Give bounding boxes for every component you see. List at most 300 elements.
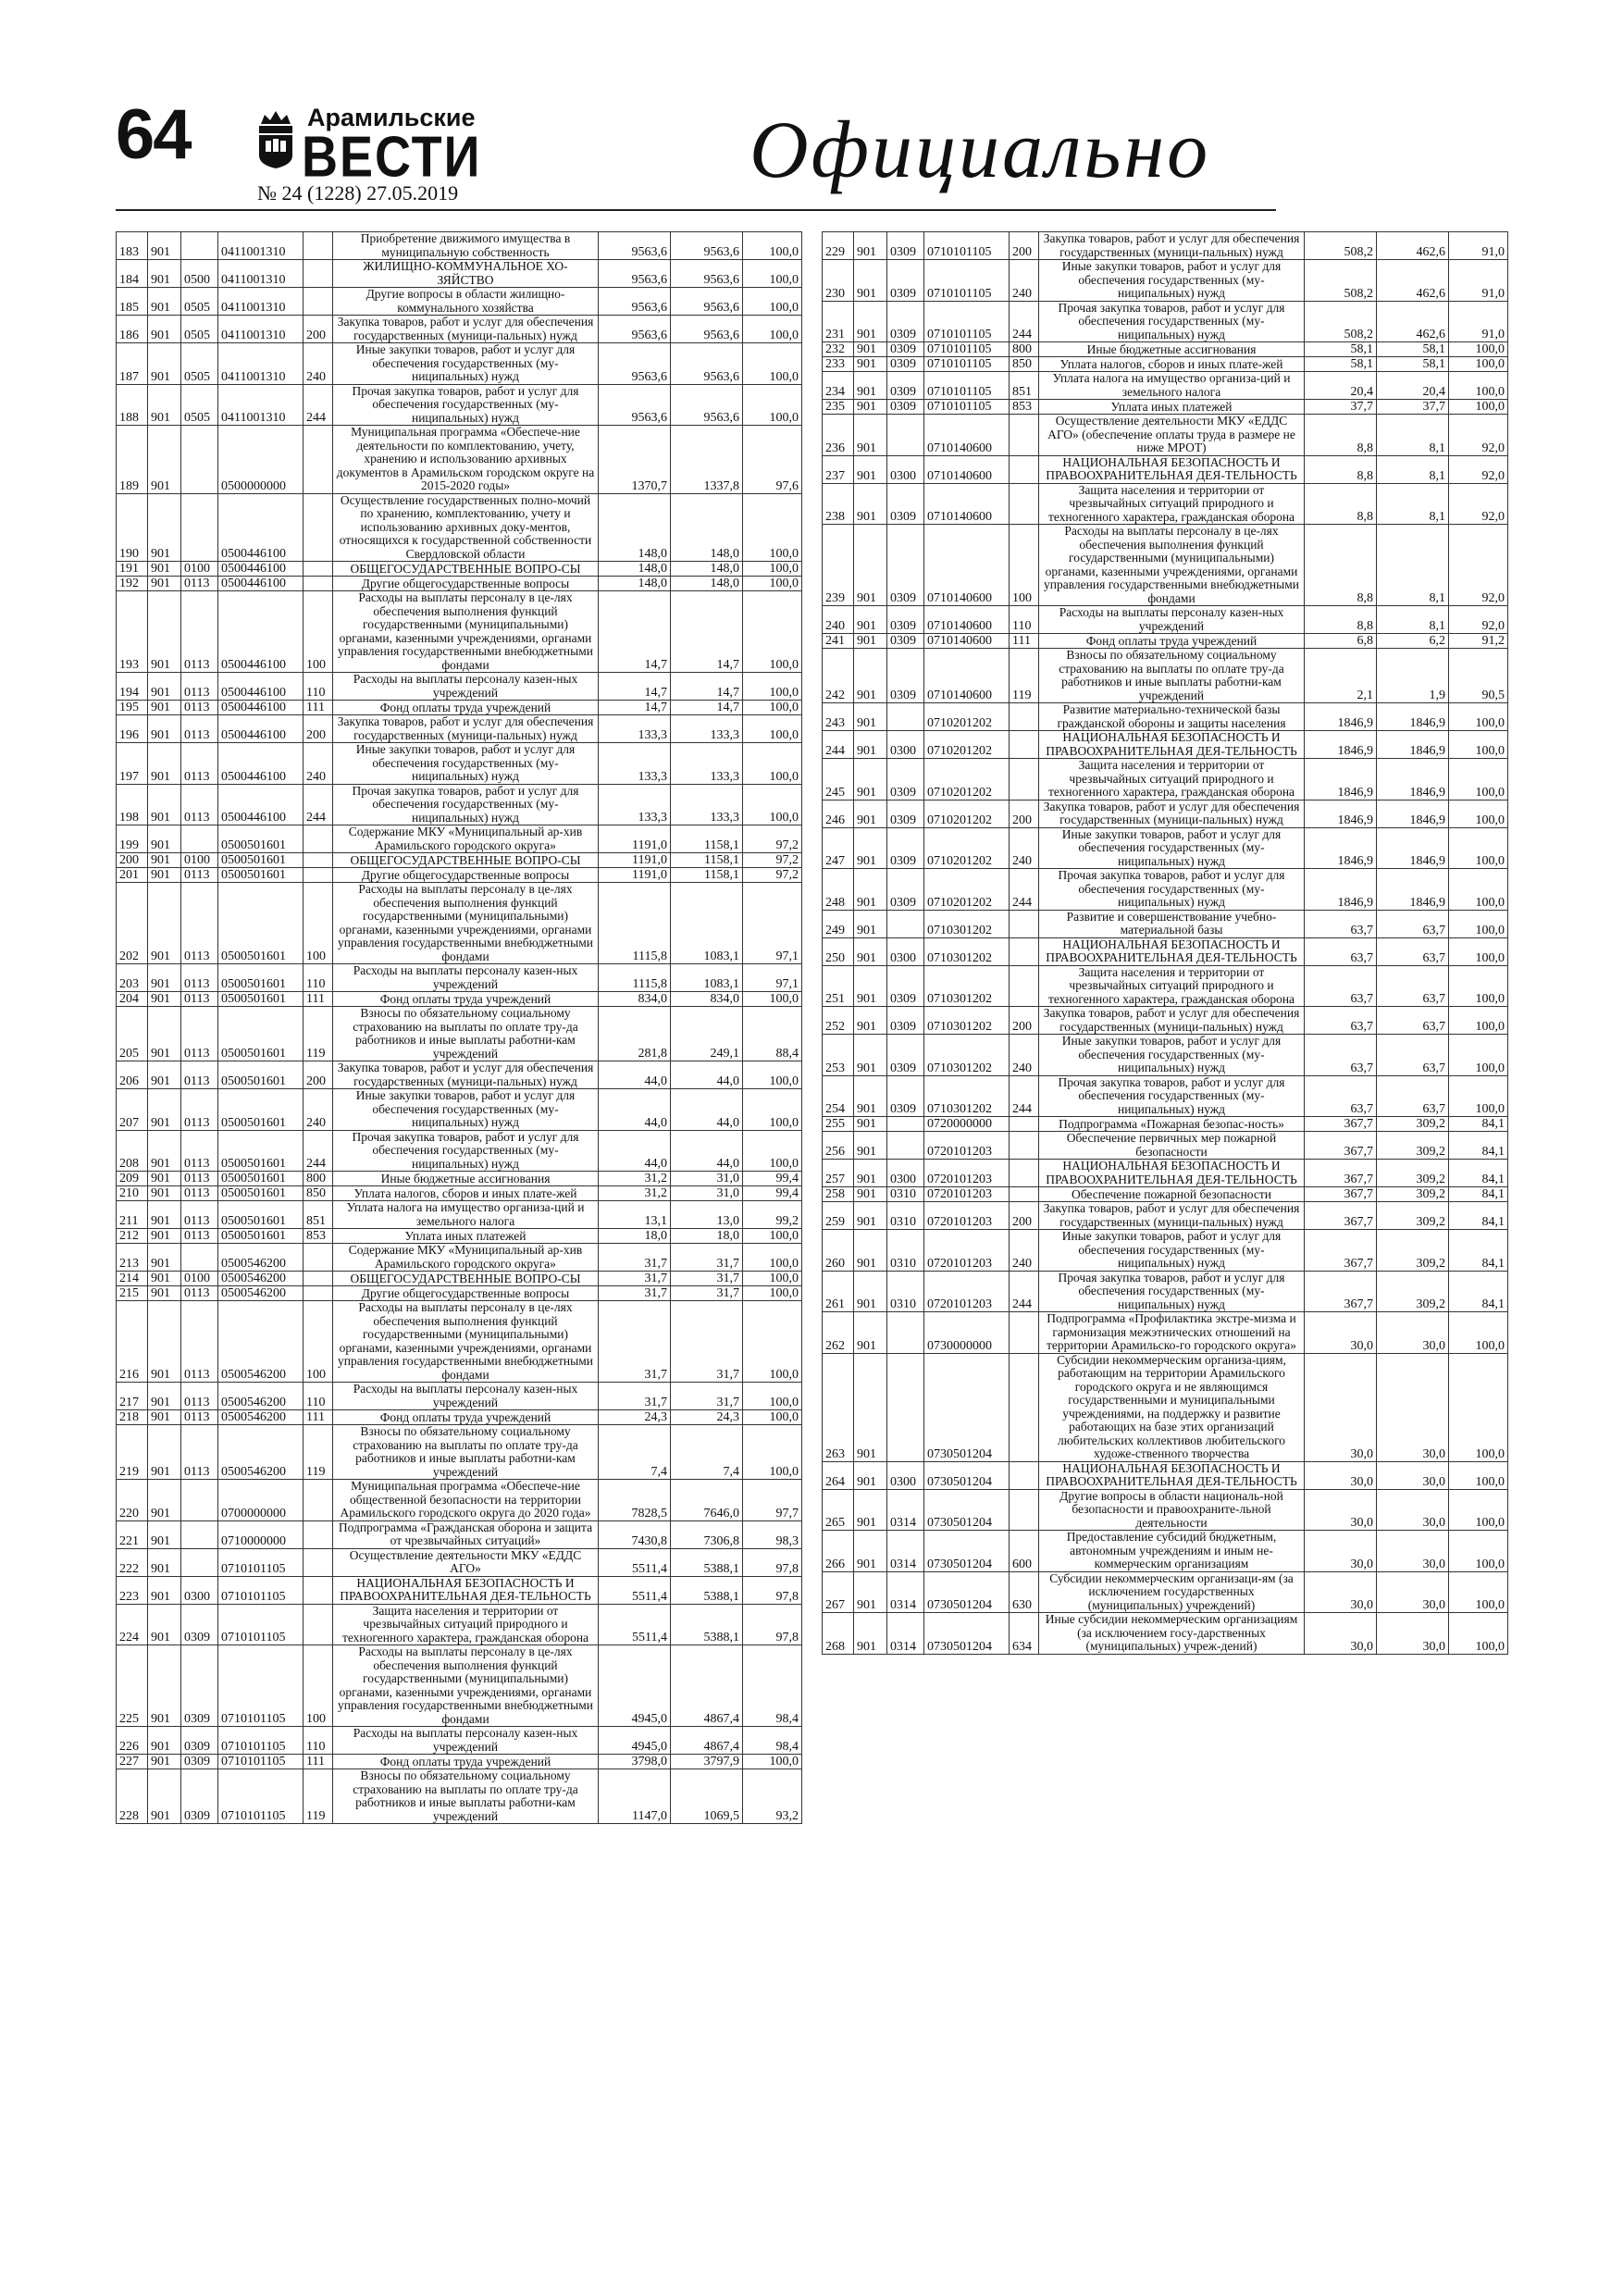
percent-cell: 98,4 — [743, 1645, 802, 1727]
target-article-cell: 0720101203 — [924, 1160, 1010, 1187]
expense-type-cell: 110 — [304, 1383, 333, 1410]
section-code-cell: 0113 — [181, 743, 218, 785]
row-number-cell: 187 — [117, 343, 148, 385]
expense-type-cell: 110 — [304, 673, 333, 701]
item-name-cell: Прочая закупка товаров, работ и услуг для обеспечения государственных (му-ниципальных) нужд — [1039, 301, 1305, 342]
admin-code-cell: 901 — [148, 715, 181, 743]
planned-amount-cell: 7828,5 — [599, 1480, 671, 1521]
executed-amount-cell: 1846,9 — [1377, 703, 1449, 731]
planned-amount-cell: 367,7 — [1305, 1132, 1377, 1160]
executed-amount-cell: 133,3 — [671, 715, 743, 743]
item-name-cell: Расходы на выплаты персоналу в це-лях обеспечения выполнения функций государственными (муниципальными) органами, казенными учреждениями, органами управления государственными внебюджетными фондами — [333, 591, 599, 673]
table-row — [117, 1229, 802, 1244]
admin-code-cell: 901 — [854, 483, 887, 525]
item-name-cell: НАЦИОНАЛЬНАЯ БЕЗОПАСНОСТЬ И ПРАВООХРАНИТЕЛЬНАЯ ДЕЯ-ТЕЛЬНОСТЬ — [1039, 455, 1305, 483]
executed-amount-cell: 8,1 — [1377, 606, 1449, 634]
admin-code-cell: 901 — [854, 1461, 887, 1489]
section-code-cell: 0113 — [181, 1061, 218, 1089]
row-number-cell: 250 — [823, 937, 854, 965]
admin-code-cell: 901 — [148, 577, 181, 591]
planned-amount-cell: 4945,0 — [599, 1727, 671, 1755]
target-article-cell: 0710140600 — [924, 455, 1010, 483]
expense-type-cell: 200 — [1010, 800, 1039, 827]
planned-amount-cell: 9563,6 — [599, 316, 671, 343]
section-code-cell: 0113 — [181, 1286, 218, 1301]
planned-amount-cell: 31,7 — [599, 1301, 671, 1383]
target-article-cell: 0500546200 — [218, 1383, 304, 1410]
table-row — [823, 400, 1508, 415]
expense-type-cell: 853 — [304, 1229, 333, 1244]
percent-cell: 100,0 — [743, 343, 802, 385]
admin-code-cell: 901 — [854, 759, 887, 800]
section-code-cell: 0113 — [181, 1410, 218, 1425]
target-article-cell: 0710101105 — [218, 1769, 304, 1824]
executed-amount-cell: 249,1 — [671, 1007, 743, 1061]
expense-type-cell: 100 — [304, 1301, 333, 1383]
section-code-cell: 0309 — [887, 800, 924, 827]
admin-code-cell: 901 — [854, 1007, 887, 1035]
table-row — [117, 1645, 802, 1727]
percent-cell: 100,0 — [1449, 800, 1508, 827]
planned-amount-cell: 30,0 — [1305, 1489, 1377, 1531]
admin-code-cell: 901 — [148, 1201, 181, 1229]
target-article-cell: 0730501204 — [924, 1461, 1010, 1489]
row-number-cell: 243 — [823, 703, 854, 731]
item-name-cell: Взносы по обязательному социальному страхованию на выплаты по оплате тру-да работников и иные выплаты работни-кам учреждений — [333, 1769, 599, 1824]
table-row — [117, 1604, 802, 1645]
expense-type-cell — [1010, 937, 1039, 965]
expense-type-cell: 111 — [1010, 634, 1039, 649]
section-code-cell: 0309 — [887, 342, 924, 357]
section-code-cell: 0309 — [887, 1075, 924, 1117]
percent-cell: 91,0 — [1449, 232, 1508, 260]
admin-code-cell: 901 — [148, 784, 181, 825]
admin-code-cell: 901 — [148, 868, 181, 883]
admin-code-cell: 901 — [854, 1230, 887, 1272]
percent-cell: 84,1 — [1449, 1187, 1508, 1202]
target-article-cell: 0411001310 — [218, 384, 304, 426]
percent-cell: 100,0 — [743, 232, 802, 260]
admin-code-cell: 901 — [148, 1130, 181, 1172]
planned-amount-cell: 14,7 — [599, 591, 671, 673]
percent-cell: 100,0 — [743, 591, 802, 673]
executed-amount-cell: 9563,6 — [671, 260, 743, 288]
page-number: 64 — [116, 95, 191, 174]
admin-code-cell: 901 — [854, 525, 887, 606]
row-number-cell: 206 — [117, 1061, 148, 1089]
target-article-cell: 0500546200 — [218, 1286, 304, 1301]
percent-cell: 100,0 — [743, 784, 802, 825]
percent-cell: 100,0 — [743, 260, 802, 288]
table-row — [117, 577, 802, 591]
admin-code-cell: 901 — [148, 1007, 181, 1061]
planned-amount-cell: 1191,0 — [599, 825, 671, 853]
target-article-cell: 0500446100 — [218, 591, 304, 673]
planned-amount-cell: 24,3 — [599, 1410, 671, 1425]
table-row — [117, 701, 802, 715]
table-row — [823, 1353, 1508, 1461]
executed-amount-cell: 1083,1 — [671, 883, 743, 964]
expense-type-cell: 851 — [304, 1201, 333, 1229]
section-code-cell — [181, 426, 218, 494]
table-row — [117, 784, 802, 825]
item-name-cell: Иные закупки товаров, работ и услуг для обеспечения государственных (му-ниципальных) нужд — [333, 743, 599, 785]
table-row — [117, 743, 802, 785]
section-code-cell: 0100 — [181, 562, 218, 577]
expense-type-cell: 244 — [1010, 869, 1039, 911]
row-number-cell: 222 — [117, 1548, 148, 1576]
row-number-cell: 231 — [823, 301, 854, 342]
table-row — [117, 1272, 802, 1286]
row-number-cell: 241 — [823, 634, 854, 649]
item-name-cell: НАЦИОНАЛЬНАЯ БЕЗОПАСНОСТЬ И ПРАВООХРАНИТЕЛЬНАЯ ДЕЯ-ТЕЛЬНОСТЬ — [1039, 937, 1305, 965]
item-name-cell: Другие общегосударственные вопросы — [333, 577, 599, 591]
table-row — [823, 869, 1508, 911]
planned-amount-cell: 1115,8 — [599, 964, 671, 992]
planned-amount-cell: 367,7 — [1305, 1202, 1377, 1230]
expense-type-cell: 240 — [1010, 827, 1039, 869]
executed-amount-cell: 30,0 — [1377, 1571, 1449, 1613]
issue-info: № 24 (1228) 27.05.2019 — [257, 181, 459, 205]
planned-amount-cell: 1191,0 — [599, 868, 671, 883]
expense-type-cell — [1010, 1160, 1039, 1187]
item-name-cell: Иные бюджетные ассигнования — [333, 1172, 599, 1186]
target-article-cell: 0710101105 — [218, 1755, 304, 1769]
target-article-cell: 0710000000 — [218, 1520, 304, 1548]
section-code-cell: 0309 — [887, 372, 924, 400]
percent-cell: 84,1 — [1449, 1202, 1508, 1230]
row-number-cell: 202 — [117, 883, 148, 964]
row-number-cell: 193 — [117, 591, 148, 673]
section-code-cell: 0113 — [181, 1186, 218, 1201]
percent-cell: 93,2 — [743, 1769, 802, 1824]
expense-type-cell — [1010, 1461, 1039, 1489]
table-row — [117, 1410, 802, 1425]
planned-amount-cell: 1846,9 — [1305, 827, 1377, 869]
row-number-cell: 236 — [823, 415, 854, 456]
item-name-cell: Иные закупки товаров, работ и услуг для обеспечения государственных (му-ниципальных) нужд — [1039, 1035, 1305, 1076]
expense-type-cell: 244 — [304, 1130, 333, 1172]
section-code-cell: 0113 — [181, 1383, 218, 1410]
planned-amount-cell: 133,3 — [599, 715, 671, 743]
admin-code-cell: 901 — [148, 426, 181, 494]
expense-type-cell: 119 — [1010, 649, 1039, 703]
section-code-cell: 0309 — [887, 483, 924, 525]
table-row — [823, 1202, 1508, 1230]
target-article-cell: 0500446100 — [218, 743, 304, 785]
table-row — [117, 1727, 802, 1755]
planned-amount-cell: 3798,0 — [599, 1755, 671, 1769]
admin-code-cell: 901 — [148, 1520, 181, 1548]
admin-code-cell: 901 — [148, 1425, 181, 1480]
item-name-cell: Иные закупки товаров, работ и услуг для обеспечения государственных (му-ниципальных) нужд — [1039, 1230, 1305, 1272]
row-number-cell: 189 — [117, 426, 148, 494]
executed-amount-cell: 13,0 — [671, 1201, 743, 1229]
section-title: Официально — [750, 105, 1211, 195]
table-row — [823, 1531, 1508, 1572]
target-article-cell: 0720101203 — [924, 1230, 1010, 1272]
item-name-cell: Другие общегосударственные вопросы — [333, 868, 599, 883]
admin-code-cell: 901 — [148, 1755, 181, 1769]
logo-title: ВЕСТИ — [302, 125, 482, 190]
item-name-cell: Расходы на выплаты персоналу казен-ных учреждений — [333, 673, 599, 701]
target-article-cell: 0720000000 — [924, 1117, 1010, 1132]
expense-type-cell: 240 — [1010, 1230, 1039, 1272]
item-name-cell: Расходы на выплаты персоналу казен-ных учреждений — [333, 1727, 599, 1755]
table-row — [823, 372, 1508, 400]
table-row — [117, 853, 802, 868]
section-code-cell: 0309 — [887, 1035, 924, 1076]
target-article-cell: 0710140600 — [924, 606, 1010, 634]
executed-amount-cell: 14,7 — [671, 701, 743, 715]
section-code-cell: 0314 — [887, 1489, 924, 1531]
row-number-cell: 265 — [823, 1489, 854, 1531]
percent-cell: 92,0 — [1449, 525, 1508, 606]
percent-cell: 100,0 — [743, 1286, 802, 1301]
section-code-cell: 0309 — [887, 759, 924, 800]
expense-type-cell — [304, 232, 333, 260]
executed-amount-cell: 8,1 — [1377, 483, 1449, 525]
target-article-cell: 0710101105 — [924, 260, 1010, 302]
admin-code-cell: 901 — [148, 1244, 181, 1272]
planned-amount-cell: 133,3 — [599, 743, 671, 785]
target-article-cell: 0500546200 — [218, 1410, 304, 1425]
target-article-cell: 0710201202 — [924, 703, 1010, 731]
percent-cell: 92,0 — [1449, 415, 1508, 456]
section-code-cell: 0309 — [887, 1007, 924, 1035]
admin-code-cell: 901 — [854, 260, 887, 302]
row-number-cell: 259 — [823, 1202, 854, 1230]
item-name-cell: Уплата иных платежей — [1039, 400, 1305, 415]
row-number-cell: 251 — [823, 965, 854, 1007]
table-row — [117, 260, 802, 288]
section-code-cell: 0309 — [887, 260, 924, 302]
admin-code-cell: 901 — [854, 1531, 887, 1572]
executed-amount-cell: 309,2 — [1377, 1271, 1449, 1312]
expense-type-cell — [1010, 1187, 1039, 1202]
item-name-cell: Расходы на выплаты персоналу в це-лях обеспечения выполнения функций государственными (муниципальными) органами, казенными учреждениями, органами управления государственными внебюджетными фондами — [333, 1301, 599, 1383]
section-code-cell: 0100 — [181, 1272, 218, 1286]
table-row — [117, 343, 802, 385]
planned-amount-cell: 20,4 — [1305, 372, 1377, 400]
expense-type-cell: 240 — [304, 1089, 333, 1131]
item-name-cell: Иные закупки товаров, работ и услуг для обеспечения государственных (му-ниципальных) нужд — [333, 343, 599, 385]
planned-amount-cell: 367,7 — [1305, 1160, 1377, 1187]
executed-amount-cell: 63,7 — [1377, 937, 1449, 965]
admin-code-cell: 901 — [148, 1272, 181, 1286]
item-name-cell: Фонд оплаты труда учреждений — [333, 1410, 599, 1425]
expense-type-cell: 240 — [304, 343, 333, 385]
target-article-cell: 0710201202 — [924, 869, 1010, 911]
expense-type-cell: 800 — [1010, 342, 1039, 357]
admin-code-cell: 901 — [148, 384, 181, 426]
executed-amount-cell: 5388,1 — [671, 1548, 743, 1576]
expense-type-cell — [304, 1520, 333, 1548]
table-row — [823, 342, 1508, 357]
percent-cell: 100,0 — [1449, 400, 1508, 415]
target-article-cell: 0710101105 — [218, 1576, 304, 1604]
planned-amount-cell: 508,2 — [1305, 301, 1377, 342]
planned-amount-cell: 63,7 — [1305, 1075, 1377, 1117]
item-name-cell: Прочая закупка товаров, работ и услуг для обеспечения государственных (му-ниципальных) нужд — [1039, 1075, 1305, 1117]
expense-type-cell: 850 — [1010, 357, 1039, 372]
row-number-cell: 237 — [823, 455, 854, 483]
percent-cell: 84,1 — [1449, 1230, 1508, 1272]
target-article-cell: 0500501601 — [218, 1089, 304, 1131]
section-code-cell: 0309 — [887, 525, 924, 606]
item-name-cell: Субсидии некоммерческим организа-циям, работающим на территории Арамильского городского округа и не являющимся государственными и муниципальными учреждениями, на поддержку и развитие работающих на базе этих организаций любительских коллективов любительского художе-ственного творчества — [1039, 1353, 1305, 1461]
admin-code-cell: 901 — [148, 260, 181, 288]
section-code-cell: 0500 — [181, 260, 218, 288]
table-row — [117, 1548, 802, 1576]
planned-amount-cell: 30,0 — [1305, 1353, 1377, 1461]
header-divider — [116, 209, 1276, 211]
planned-amount-cell: 9563,6 — [599, 232, 671, 260]
target-article-cell: 0411001310 — [218, 260, 304, 288]
planned-amount-cell: 44,0 — [599, 1130, 671, 1172]
admin-code-cell: 901 — [148, 743, 181, 785]
table-row — [823, 1132, 1508, 1160]
expense-type-cell — [1010, 415, 1039, 456]
item-name-cell: Осуществление деятельности МКУ «ЕДДС АГО» (обеспечение оплаты труда в размере не ниже МРОТ) — [1039, 415, 1305, 456]
expense-type-cell — [304, 1576, 333, 1604]
section-code-cell — [181, 232, 218, 260]
item-name-cell: Иные субсидии некоммерческим организациям (за исключением госу-дарственных (муниципальных) учреж-дений) — [1039, 1613, 1305, 1655]
item-name-cell: Другие общегосударственные вопросы — [333, 1286, 599, 1301]
target-article-cell: 0500501601 — [218, 883, 304, 964]
table-row — [117, 1480, 802, 1521]
section-code-cell: 0309 — [887, 357, 924, 372]
table-row — [117, 868, 802, 883]
admin-code-cell: 901 — [148, 1061, 181, 1089]
planned-amount-cell: 1191,0 — [599, 853, 671, 868]
expense-type-cell: 110 — [304, 1727, 333, 1755]
table-row — [823, 260, 1508, 302]
table-row — [117, 426, 802, 494]
admin-code-cell: 901 — [854, 937, 887, 965]
executed-amount-cell: 148,0 — [671, 562, 743, 577]
admin-code-cell: 901 — [148, 1172, 181, 1186]
admin-code-cell: 901 — [854, 800, 887, 827]
section-code-cell: 0113 — [181, 1301, 218, 1383]
executed-amount-cell: 31,7 — [671, 1301, 743, 1383]
section-code-cell: 0309 — [181, 1727, 218, 1755]
target-article-cell: 0710101105 — [218, 1727, 304, 1755]
percent-cell: 100,0 — [743, 1089, 802, 1131]
percent-cell: 100,0 — [743, 493, 802, 562]
percent-cell: 100,0 — [1449, 1075, 1508, 1117]
target-article-cell: 0710140600 — [924, 634, 1010, 649]
row-number-cell: 258 — [823, 1187, 854, 1202]
coat-of-arms-icon — [257, 109, 294, 168]
admin-code-cell: 901 — [854, 731, 887, 759]
executed-amount-cell: 9563,6 — [671, 316, 743, 343]
planned-amount-cell: 133,3 — [599, 784, 671, 825]
row-number-cell: 256 — [823, 1132, 854, 1160]
expense-type-cell — [304, 260, 333, 288]
item-name-cell: Субсидии некоммерческим организаци-ям (за исключением государственных (муниципальных) учреждений) — [1039, 1571, 1305, 1613]
row-number-cell: 186 — [117, 316, 148, 343]
expense-type-cell: 244 — [304, 384, 333, 426]
admin-code-cell: 901 — [148, 1548, 181, 1576]
item-name-cell: Защита населения и территории от чрезвычайных ситуаций природного и техногенного характера, гражданская оборона — [1039, 759, 1305, 800]
item-name-cell: Расходы на выплаты персоналу казен-ных учреждений — [333, 964, 599, 992]
admin-code-cell: 901 — [854, 1117, 887, 1132]
target-article-cell: 0720101203 — [924, 1132, 1010, 1160]
item-name-cell: Развитие и совершенствование учебно-материальной базы — [1039, 910, 1305, 937]
expense-type-cell: 119 — [304, 1007, 333, 1061]
planned-amount-cell: 508,2 — [1305, 260, 1377, 302]
item-name-cell: Муниципальная программа «Обеспече-ние общественной безопасности на территории Арамильского городского округа до 2020 года» — [333, 1480, 599, 1521]
expense-type-cell: 200 — [1010, 1007, 1039, 1035]
expense-type-cell — [1010, 483, 1039, 525]
admin-code-cell: 901 — [148, 1645, 181, 1727]
row-number-cell: 263 — [823, 1353, 854, 1461]
target-article-cell: 0710301202 — [924, 965, 1010, 1007]
item-name-cell: Расходы на выплаты персоналу в це-лях обеспечения выполнения функций государственными (муниципальными) органами, казенными учреждениями, органами управления государственными внебюджетными фондами — [333, 883, 599, 964]
planned-amount-cell: 5511,4 — [599, 1604, 671, 1645]
executed-amount-cell: 309,2 — [1377, 1187, 1449, 1202]
table-row — [117, 1186, 802, 1201]
expense-type-cell: 240 — [1010, 1035, 1039, 1076]
table-row — [823, 1160, 1508, 1187]
percent-cell: 84,1 — [1449, 1132, 1508, 1160]
executed-amount-cell: 133,3 — [671, 743, 743, 785]
admin-code-cell: 901 — [854, 357, 887, 372]
section-code-cell: 0113 — [181, 1172, 218, 1186]
percent-cell: 90,5 — [1449, 649, 1508, 703]
row-number-cell: 235 — [823, 400, 854, 415]
expense-type-cell — [1010, 759, 1039, 800]
percent-cell: 100,0 — [1449, 827, 1508, 869]
executed-amount-cell: 31,7 — [671, 1272, 743, 1286]
target-article-cell: 0710101105 — [924, 400, 1010, 415]
target-article-cell: 0500446100 — [218, 577, 304, 591]
table-row — [117, 992, 802, 1007]
table-row — [823, 1312, 1508, 1354]
executed-amount-cell: 31,7 — [671, 1244, 743, 1272]
target-article-cell: 0500446100 — [218, 562, 304, 577]
item-name-cell: Уплата налога на имущество организа-ций и земельного налога — [1039, 372, 1305, 400]
item-name-cell: Защита населения и территории от чрезвычайных ситуаций природного и техногенного характера, гражданская оборона — [1039, 483, 1305, 525]
admin-code-cell: 901 — [148, 591, 181, 673]
item-name-cell: Взносы по обязательному социальному страхованию на выплаты по оплате тру-да работников и иные выплаты работни-кам учреждений — [1039, 649, 1305, 703]
planned-amount-cell: 63,7 — [1305, 937, 1377, 965]
row-number-cell: 228 — [117, 1769, 148, 1824]
executed-amount-cell: 5388,1 — [671, 1576, 743, 1604]
row-number-cell: 199 — [117, 825, 148, 853]
target-article-cell: 0710140600 — [924, 415, 1010, 456]
planned-amount-cell: 1147,0 — [599, 1769, 671, 1824]
item-name-cell: Иные закупки товаров, работ и услуг для обеспечения государственных (му-ниципальных) нужд — [1039, 260, 1305, 302]
admin-code-cell: 901 — [854, 965, 887, 1007]
row-number-cell: 218 — [117, 1410, 148, 1425]
planned-amount-cell: 9563,6 — [599, 288, 671, 316]
executed-amount-cell: 63,7 — [1377, 1007, 1449, 1035]
planned-amount-cell: 367,7 — [1305, 1230, 1377, 1272]
target-article-cell: 0710101105 — [924, 232, 1010, 260]
table-row — [117, 232, 802, 260]
target-article-cell: 0500501601 — [218, 992, 304, 1007]
planned-amount-cell: 31,2 — [599, 1172, 671, 1186]
expense-type-cell: 200 — [1010, 1202, 1039, 1230]
row-number-cell: 252 — [823, 1007, 854, 1035]
percent-cell: 100,0 — [1449, 1571, 1508, 1613]
planned-amount-cell: 8,8 — [1305, 415, 1377, 456]
expense-type-cell: 200 — [1010, 232, 1039, 260]
row-number-cell: 257 — [823, 1160, 854, 1187]
section-code-cell: 0113 — [181, 992, 218, 1007]
